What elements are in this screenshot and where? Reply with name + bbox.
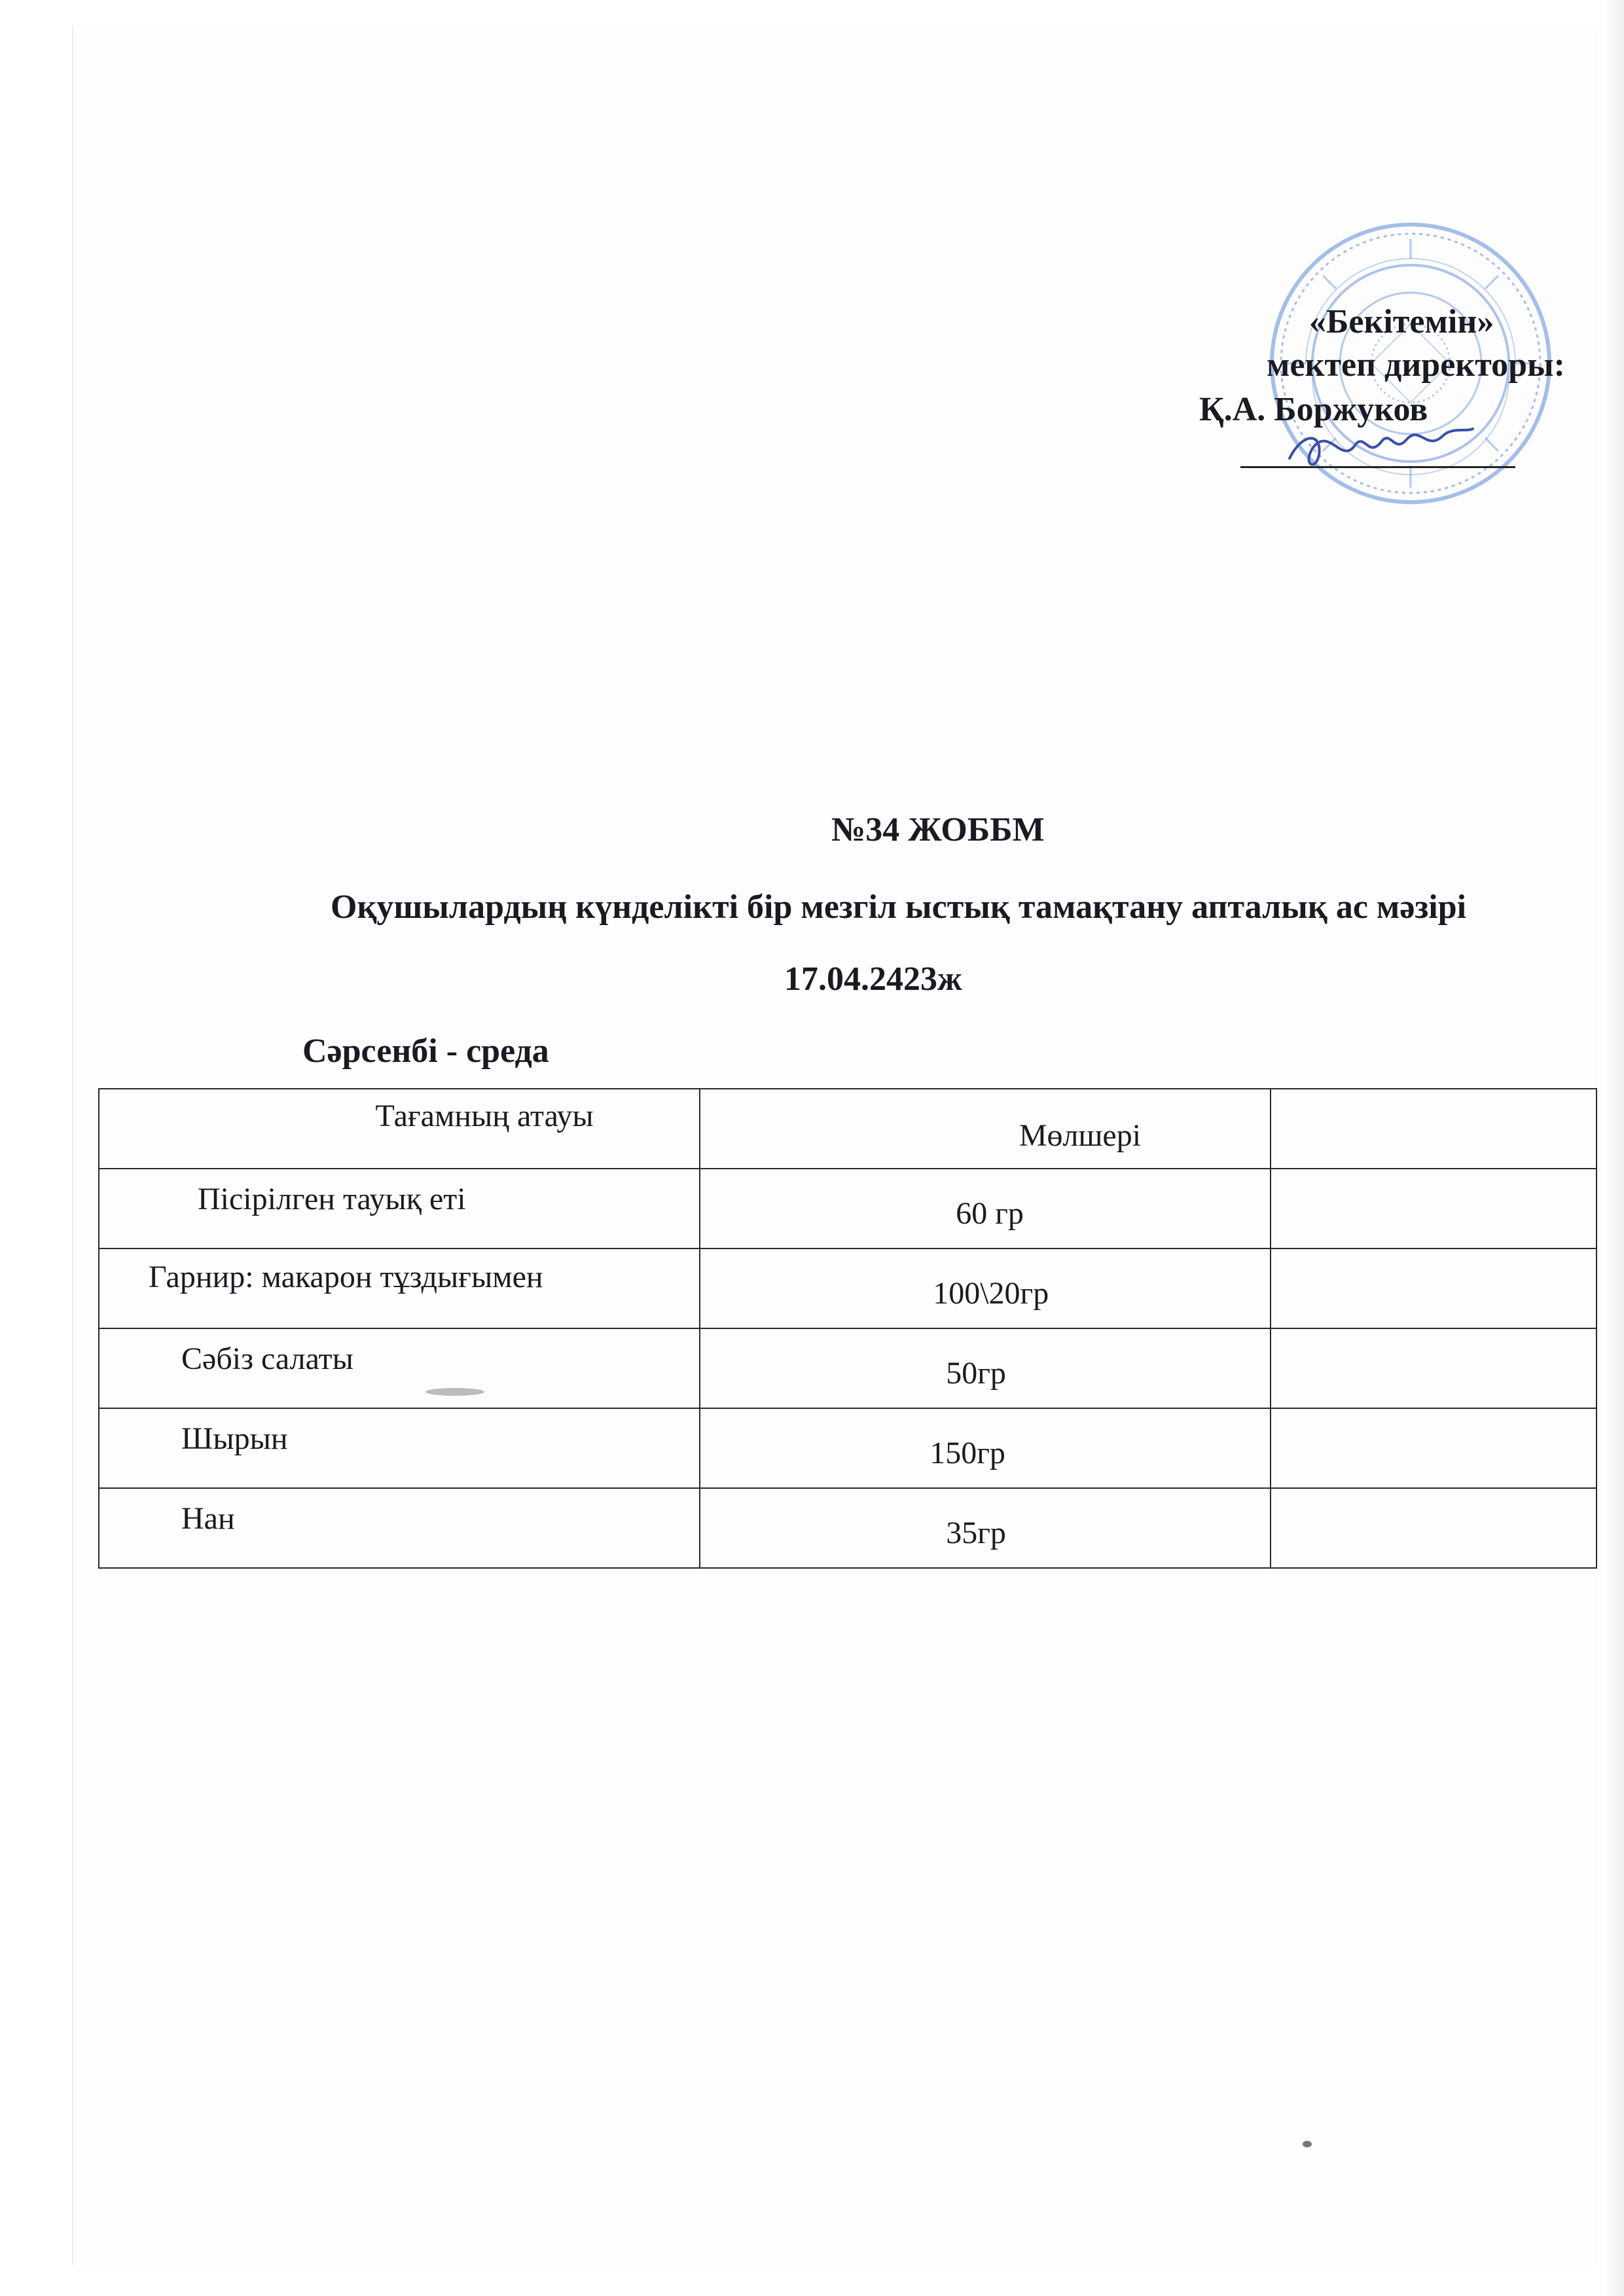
amount-cell: 150гр [700, 1408, 1270, 1488]
dish-cell: Гарнир: макарон тұздығымен [99, 1248, 700, 1328]
amount-cell: 50гр [700, 1328, 1270, 1408]
scan-speck [1303, 2141, 1312, 2147]
amount-cell: 35гр [700, 1488, 1270, 1568]
menu-table [98, 1088, 1597, 1569]
director-title: мектеп директоры: [1267, 346, 1565, 384]
amount-cell: 60 гр [700, 1169, 1270, 1248]
column-header-amount: Мөлшері [700, 1089, 1270, 1169]
table-header-row [99, 1089, 1597, 1169]
approval-label: «Бекітемін» [1309, 303, 1494, 340]
table-row [99, 1408, 1597, 1488]
extra-cell [1271, 1328, 1597, 1408]
scan-edge [1604, 0, 1624, 2296]
director-name: Қ.А. Боржуков [1199, 391, 1428, 428]
signature-line [1240, 466, 1515, 468]
weekday-label: Сәрсенбі - среда [302, 1032, 549, 1070]
column-header-dish: Тағамның атауы [99, 1089, 700, 1169]
dish-cell: Нан [99, 1488, 700, 1568]
extra-cell [1271, 1408, 1597, 1488]
extra-cell [1271, 1248, 1597, 1328]
table-row [99, 1328, 1597, 1408]
table-row [99, 1488, 1597, 1568]
document-title: Оқушылардың күнделікті бір мезгіл ыстық тамақтану апталық ас мәзірі [331, 888, 1467, 926]
extra-cell [1271, 1488, 1597, 1568]
column-header-extra [1271, 1089, 1597, 1169]
dish-cell: Сәбіз салаты [99, 1328, 700, 1408]
signature [1283, 419, 1479, 478]
school-name: №34 ЖОББМ [831, 811, 1045, 848]
amount-cell: 100\20гр [700, 1248, 1270, 1328]
dish-cell: Шырын [99, 1408, 700, 1488]
document-date: 17.04.2423ж [784, 960, 962, 998]
dish-cell: Пісірілген тауық еті [99, 1169, 700, 1248]
extra-cell [1271, 1169, 1597, 1248]
table-row [99, 1169, 1597, 1248]
table-row [99, 1248, 1597, 1328]
scan-smudge [425, 1388, 484, 1396]
